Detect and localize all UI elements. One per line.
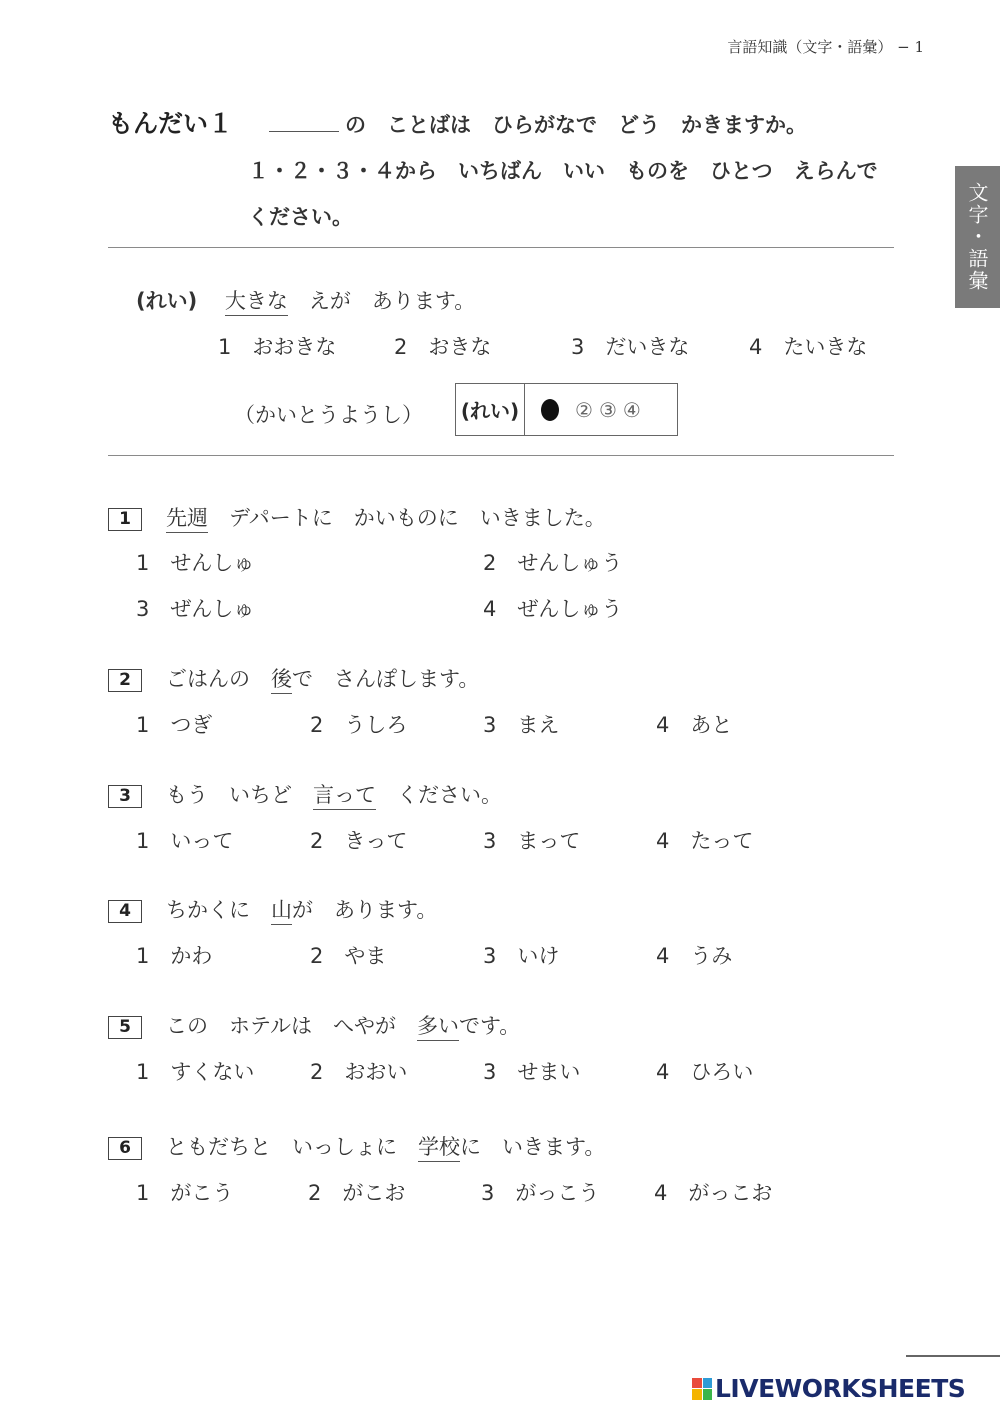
underlined-word: 山 (271, 898, 292, 925)
question-number: 3 (108, 785, 142, 808)
blank-line (269, 107, 339, 132)
answer-sheet-box (455, 383, 678, 436)
q3-option-4[interactable]: 4 たって (656, 829, 754, 853)
example-option-3: 3 だいきな (571, 335, 690, 359)
answer-box-label: (れい) (456, 384, 525, 435)
q4-option-4[interactable]: 4 うみ (656, 944, 733, 968)
mondai-instruction-2: １・２・３・４から いちばん いい ものを ひとつ えらんで (248, 159, 878, 183)
question-number: 4 (108, 900, 142, 923)
q5-option-4[interactable]: 4 ひろい (656, 1060, 754, 1084)
q2-option-4[interactable]: 4 あと (656, 713, 733, 737)
q3-option-2[interactable]: 2 きって (310, 829, 408, 853)
example-label: (れい) (136, 289, 198, 313)
q6-option-2[interactable]: 2 がこお (308, 1181, 406, 1205)
example-option-4: 4 たいきな (749, 335, 868, 359)
q2-option-2[interactable]: 2 うしろ (310, 713, 408, 737)
q5-option-2[interactable]: 2 おおい (310, 1060, 408, 1084)
mondai-title: もんだい１ (108, 109, 234, 138)
logo-text: LIVEWORKSHEETS (715, 1374, 966, 1403)
answer-sheet-label: （かいとうようし） (234, 403, 423, 427)
q1-option-3[interactable]: 3 ぜんしゅ (136, 597, 255, 621)
underlined-word: 後 (271, 667, 292, 694)
q4-option-1[interactable]: 1 かわ (136, 944, 213, 968)
logo-icon (692, 1378, 712, 1400)
mondai-instruction-1: の ことばは ひらがなで どう かきますか。 (345, 113, 808, 137)
q5-option-1[interactable]: 1 すくない (136, 1060, 255, 1084)
question-5: 5 この ホテルは へやが 多いです。 (108, 1010, 520, 1040)
question-2: 2 ごはんの 後で さんぽします。 (108, 663, 479, 693)
question-number: 1 (108, 508, 142, 531)
q1-option-2[interactable]: 2 せんしゅう (483, 551, 623, 575)
question-6: 6 ともだちと いっしょに 学校に いきます。 (108, 1131, 605, 1161)
q6-option-1[interactable]: 1 がこう (136, 1181, 234, 1205)
question-number: 5 (108, 1016, 142, 1039)
example-sentence (136, 285, 475, 315)
question-number: 6 (108, 1137, 142, 1160)
filled-answer-circle (541, 399, 559, 421)
answer-circle-4: ④ (622, 397, 641, 422)
q2-option-1[interactable]: 1 つぎ (136, 713, 213, 737)
underlined-word: 言って (313, 783, 376, 810)
example-rest: えが あります。 (287, 289, 476, 313)
page-header: 言語知識（文字・語彙） − 1 (727, 38, 924, 56)
divider-top (108, 247, 894, 248)
question-3: 3 もう いちど 言って ください。 (108, 779, 502, 809)
q6-option-3[interactable]: 3 がっこう (481, 1181, 600, 1205)
footer-line (906, 1355, 1000, 1357)
underlined-word: 先週 (166, 506, 208, 533)
section-tab: 文字・語彙 (955, 166, 1000, 308)
q6-option-4[interactable]: 4 がっこお (654, 1181, 773, 1205)
example-underlined: 大きな (225, 289, 288, 316)
q1-option-1[interactable]: 1 せんしゅ (136, 551, 255, 575)
example-option-1: 1 おおきな (218, 335, 337, 359)
liveworksheets-logo[interactable] (692, 1374, 965, 1403)
underlined-word: 多い (417, 1014, 459, 1041)
answer-circle-2: ② (575, 397, 593, 422)
question-number: 2 (108, 669, 142, 692)
question-4: 4 ちかくに 山が あります。 (108, 894, 437, 924)
mondai-heading (108, 104, 807, 140)
q1-option-4[interactable]: 4 ぜんしゅう (483, 597, 623, 621)
answer-circle-3: ③ (598, 397, 617, 422)
underlined-word: 学校 (418, 1135, 460, 1162)
q3-option-3[interactable]: 3 まって (483, 829, 581, 853)
mondai-instruction-3: ください。 (248, 205, 353, 229)
example-option-2: 2 おきな (394, 335, 492, 359)
divider-bottom (108, 455, 894, 456)
question-1: 1 先週 デパートに かいものに いきました。 (108, 502, 606, 532)
q5-option-3[interactable]: 3 せまい (483, 1060, 581, 1084)
q3-option-1[interactable]: 1 いって (136, 829, 234, 853)
q2-option-3[interactable]: 3 まえ (483, 713, 560, 737)
q4-option-2[interactable]: 2 やま (310, 944, 387, 968)
q4-option-3[interactable]: 3 いけ (483, 944, 560, 968)
